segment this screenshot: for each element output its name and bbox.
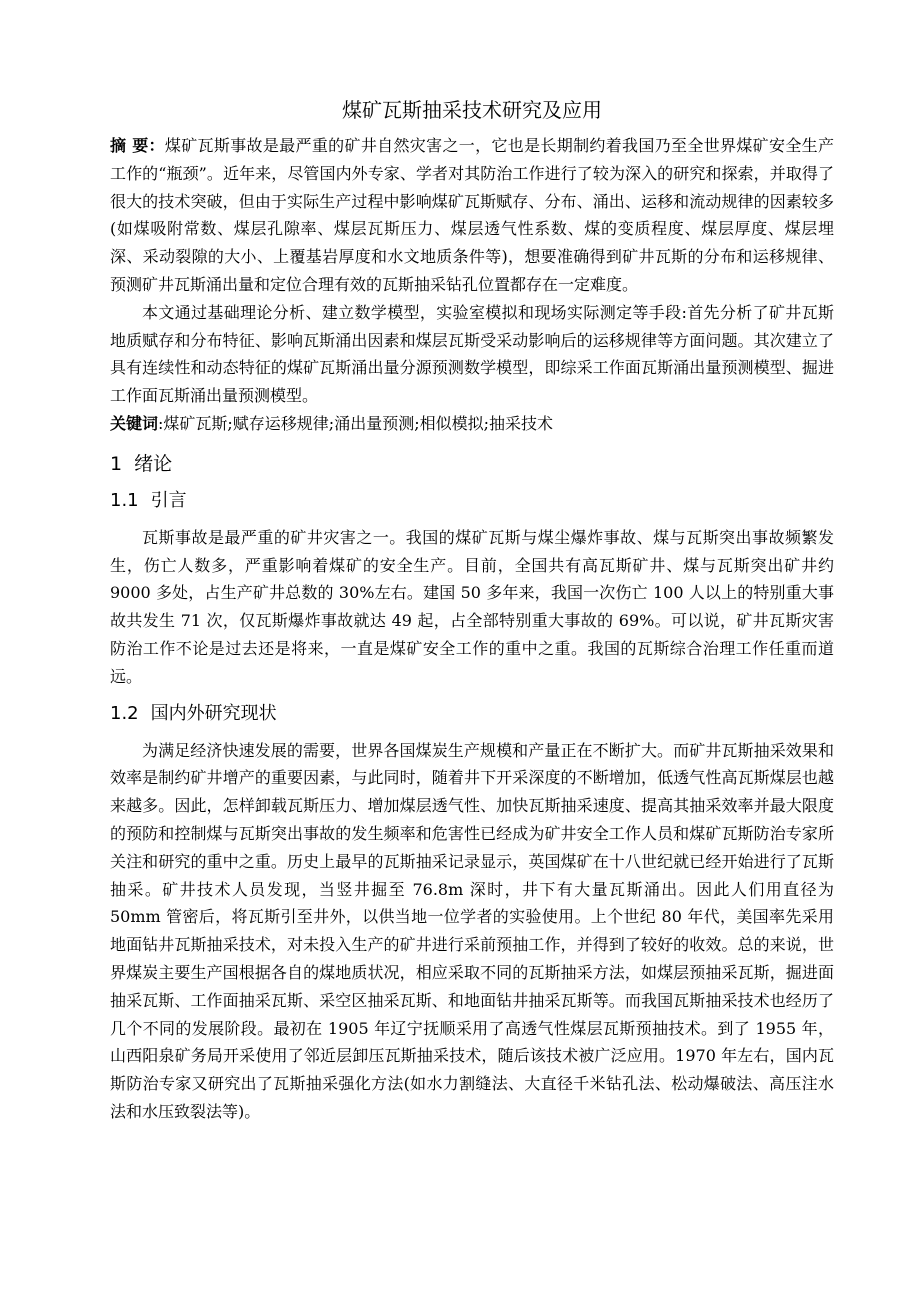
section-1-title: 绪论 [134, 452, 173, 475]
section-1-2-title: 国内外研究现状 [150, 702, 277, 724]
abstract-text: 煤矿瓦斯事故是最严重的矿井自然灾害之一，它也是长期制约着我国乃至全世界煤矿安全生产工作的“瓶颈”。近年来，尽管国内外专家、学者对其防治工作进行了较为深入的研究和探索，并取得了很大的技术突破，但由于实际生产过程中影响煤矿瓦斯赋存、分布、涌出、运移和流动规律的因素较多(如煤吸附常数、煤层孔隙率、煤层瓦斯压力、煤层透气性系数、煤的变质程度、煤层厚度、煤层埋深、采动裂隙的大小、上覆基岩厚度和水文地质条件等)，想要准确得到矿井瓦斯的分布和运移规律、预测矿井瓦斯涌出量和定位合理有效的瓦斯抽采钻孔位置都存在一定难度。 [110, 136, 834, 294]
section-1-1-heading [110, 488, 834, 514]
page-content [110, 96, 834, 1126]
section-1-1-number: 1.1 [110, 489, 139, 511]
abstract-label: 摘 要： [110, 136, 165, 155]
keywords-paragraph [110, 410, 834, 438]
abstract-paragraph-2: 本文通过基础理论分析、建立数学模型，实验室模拟和现场实际测定等手段:首先分析了矿井瓦斯地质赋存和分布特征、影响瓦斯涌出因素和煤层瓦斯受采动影响后的运移规律等方面问题。其次建立了具有连续性和动态特征的煤矿瓦斯涌出量分源预测数学模型，即综采工作面瓦斯涌出量预测模型、掘进工作面瓦斯涌出量预测模型。 [110, 302, 834, 406]
keywords-label: 关键词 [110, 413, 159, 433]
section-1-number: 1 [110, 452, 123, 475]
keywords-text: :煤矿瓦斯;赋存运移规律;涌出量预测;相似模拟;抽采技术 [158, 413, 553, 433]
section-1-2-body: 为满足经济快速发展的需要，世界各国煤炭生产规模和产量正在不断扩大。而矿井瓦斯抽采效果和效率是制约矿井增产的重要因素，与此同时，随着井下开采深度的不断增加，低透气性高瓦斯煤层也越来越多。因此，怎样卸载瓦斯压力、增加煤层透气性、加快瓦斯抽采速度、提高其抽采效率并最大限度的预防和控制煤与瓦斯突出事故的发生频率和危害性已经成为矿井安全工作人员和煤矿瓦斯防治专家所关注和研究的重中之重。历史上最早的瓦斯抽采记录显示，英国煤矿在十八世纪就已经开始进行了瓦斯抽采。矿井技术人员发现，当竖井掘至 76.8m 深时，井下有大量瓦斯涌出。因此人们用直径为 50mm 管密后，将瓦斯引至井外，以供当地一位学者的实验使用。上个世纪 80 年代，美国率先采用地面钻井瓦斯抽采技术，对未投入生产的矿井进行采前预抽工作，并得到了较好的收效。总的来说，世界煤炭主要生产国根据各自的煤地质状况，相应采取不同的瓦斯抽采方法，如煤层预抽采瓦斯，掘进面抽采瓦斯、工作面抽采瓦斯、采空区抽采瓦斯、和地面钻井抽采瓦斯等。而我国瓦斯抽采技术也经历了几个不同的发展阶段。最初在 1905 年辽宁抚顺采用了高透气性煤层瓦斯预抽技术。到了 1955 年，山西阳泉矿务局开采使用了邻近层卸压瓦斯抽采技术，随后该技术被广泛应用。1970 年左右，国内瓦斯防治专家又研究出了瓦斯抽采强化方法(如水力割缝法、大直径千米钻孔法、松动爆破法、高压注水法和水压致裂法等)。 [110, 740, 834, 1121]
section-1-2-heading [110, 701, 834, 727]
section-1-1-title: 引言 [150, 489, 187, 511]
section-1-2-number: 1.2 [110, 702, 139, 724]
paper-title: 煤矿瓦斯抽采技术研究及应用 [342, 98, 602, 122]
section-1-heading [110, 450, 834, 478]
section-1-1-body: 瓦斯事故是最严重的矿井灾害之一。我国的煤矿瓦斯与煤尘爆炸事故、煤与瓦斯突出事故频繁发生，伤亡人数多，严重影响着煤矿的安全生产。目前，全国共有高瓦斯矿井、煤与瓦斯突出矿井约 9000 多处，占生产矿井总数的 30%左右。建国 50 多年来，我国一次伤亡 100 人以上的特别重大事故共发生 71 次，仅瓦斯爆炸事故就达 49 起，占全部特别重大事故的 69%。可以说，矿井瓦斯灾害防治工作不论是过去还是将来，一直是煤矿安全工作的重中之重。我国的瓦斯综合治理工作任重而道远。 [110, 527, 834, 686]
abstract-paragraph [110, 132, 834, 299]
